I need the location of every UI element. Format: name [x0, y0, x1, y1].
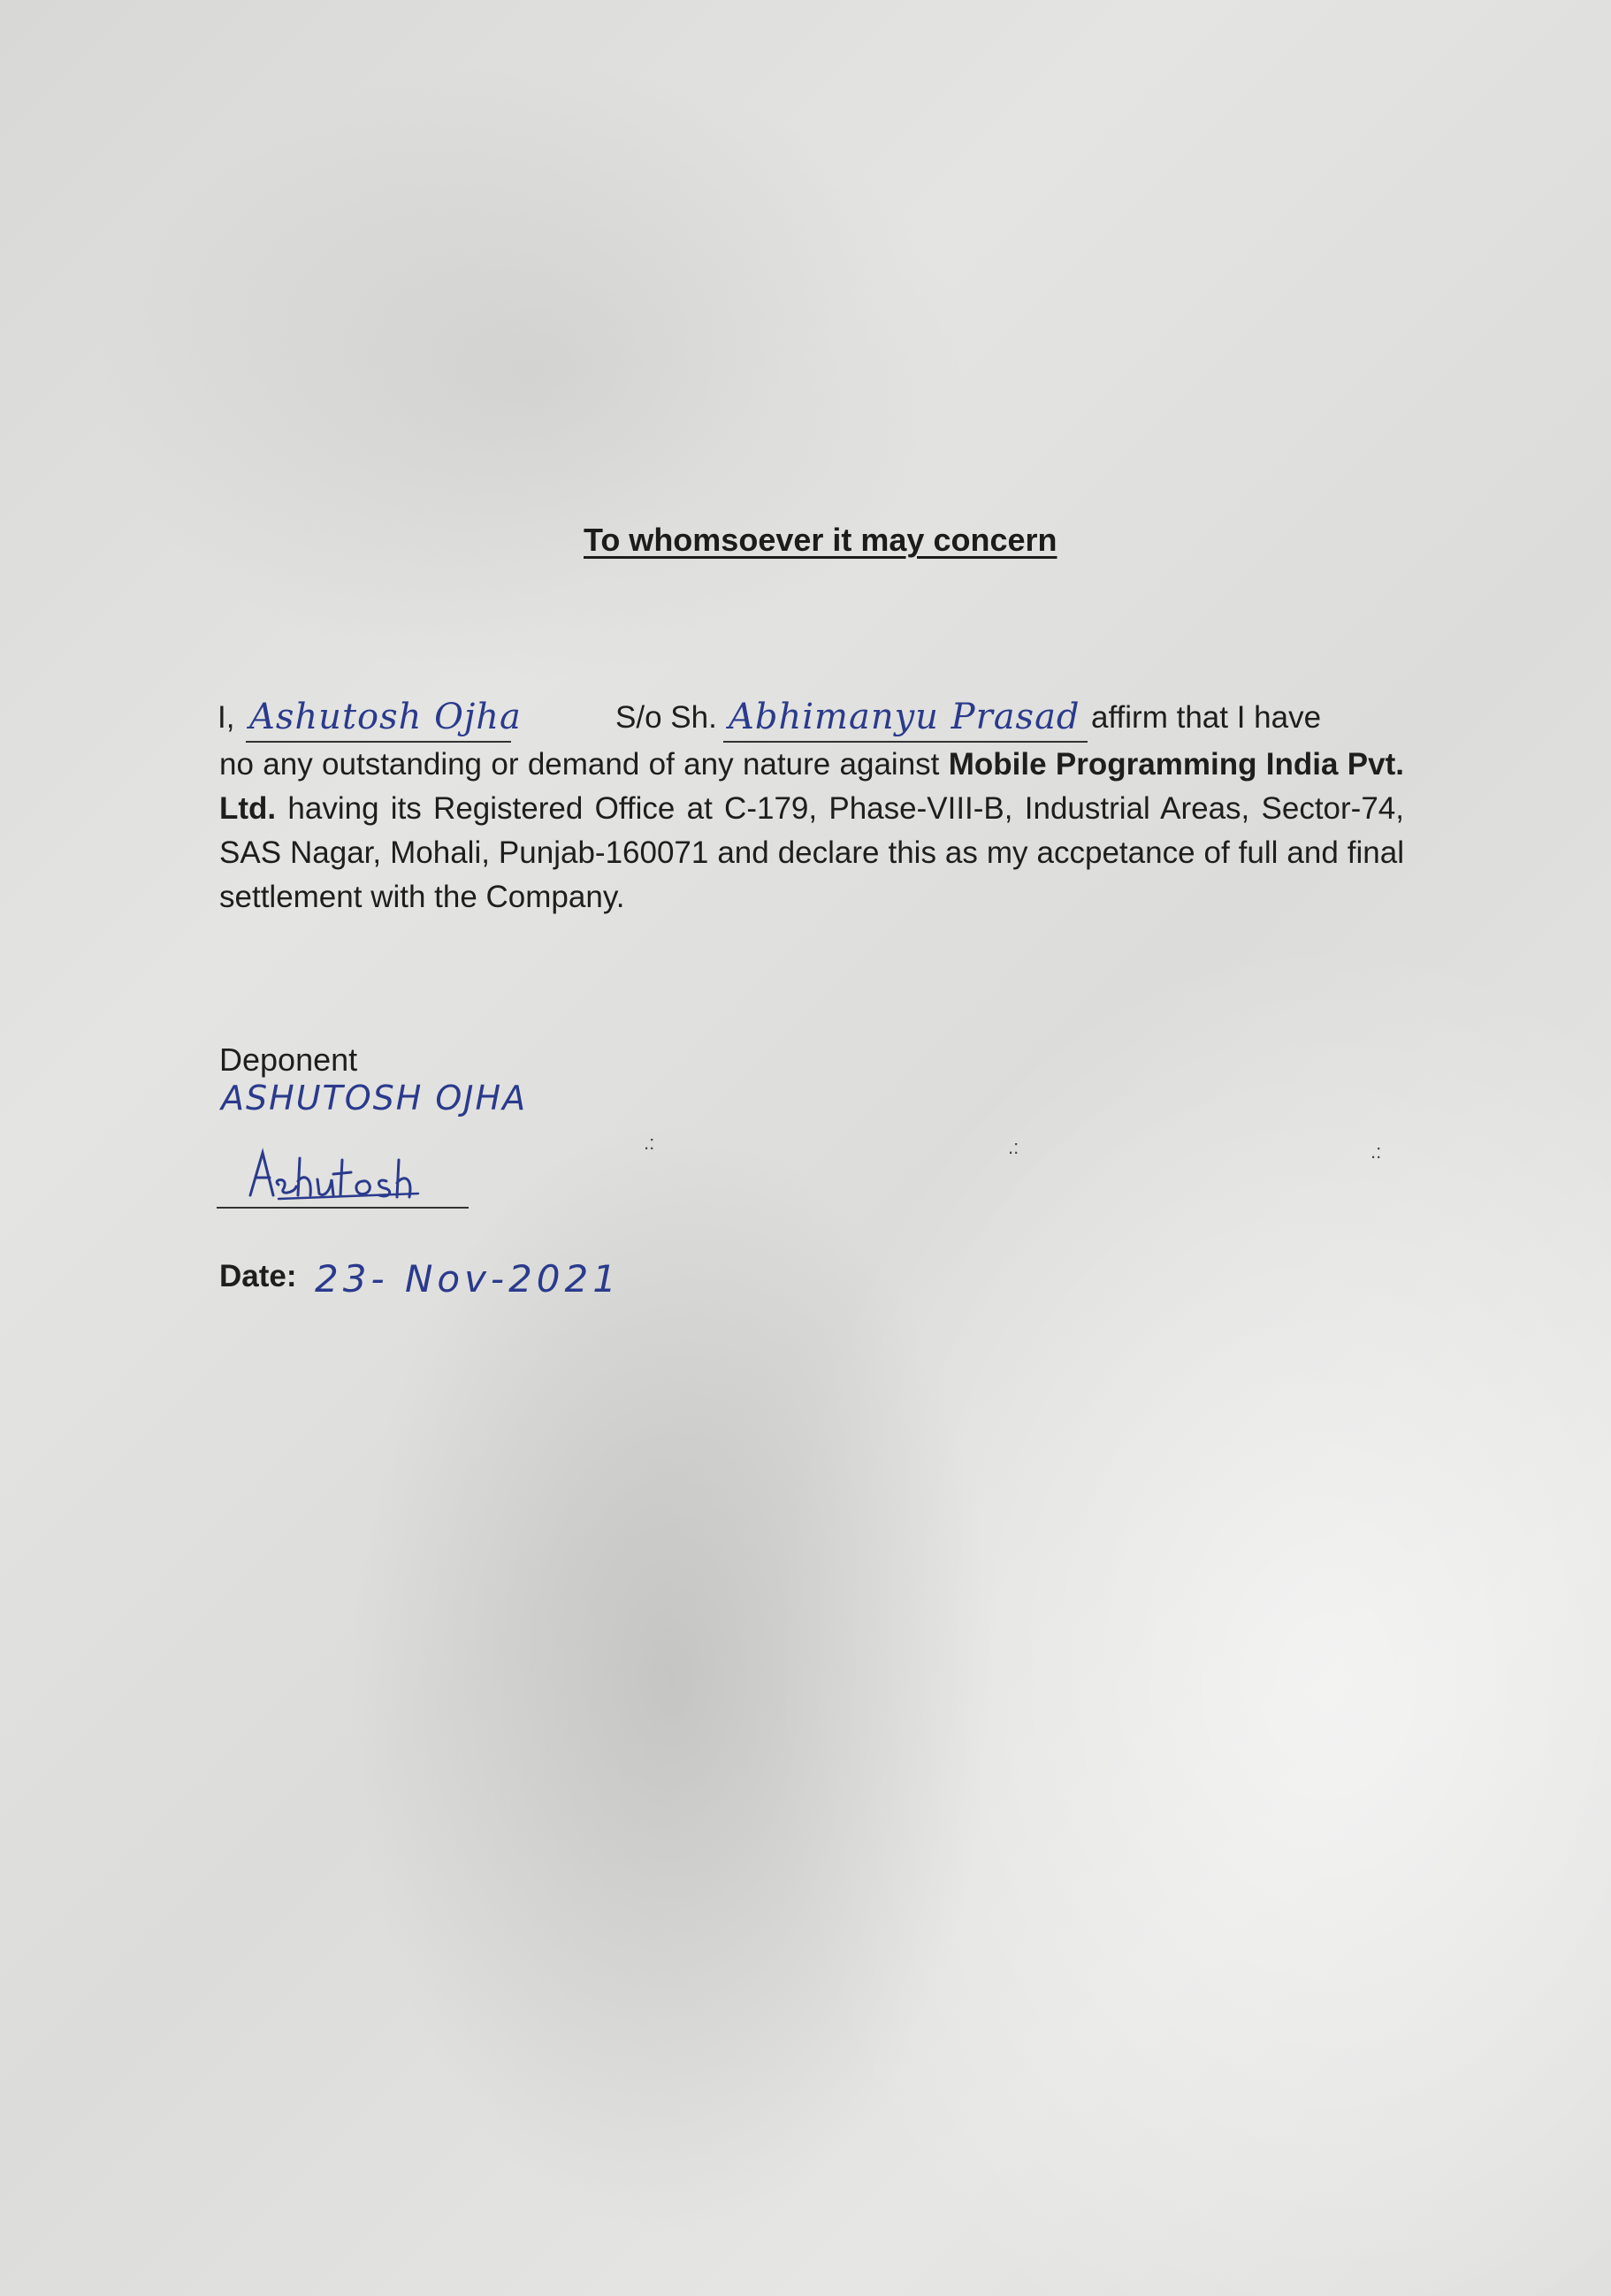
- scan-speck: .:: [1370, 1140, 1382, 1163]
- company-name: Mobile Programming India Pvt. Ltd.: [219, 747, 1404, 826]
- document-title: To whomsoever it may concern: [584, 522, 1057, 558]
- affirm-text: affirm that I have: [1091, 700, 1322, 735]
- intro-prefix: I,: [218, 700, 235, 735]
- scan-speck: .:: [644, 1132, 655, 1154]
- so-label: S/o Sh.: [615, 700, 717, 735]
- date-value-handwritten: 23- Nov-2021: [315, 1257, 621, 1301]
- declaration-body: [219, 743, 1404, 919]
- body-part-1: no any outstanding or demand of any nature against: [219, 747, 949, 782]
- date-label: Date:: [219, 1259, 297, 1293]
- signature-image: [217, 1140, 469, 1211]
- deponent-name-handwritten: ASHUTOSH OJHA: [221, 1079, 528, 1117]
- deponent-label: Deponent: [219, 1041, 358, 1078]
- filled-name: Ashutosh Ojha: [249, 697, 522, 737]
- filled-father-name: Abhimanyu Prasad: [729, 697, 1080, 737]
- scan-speck: .:: [1008, 1136, 1019, 1158]
- signature-line: [217, 1207, 469, 1209]
- body-part-2: having its Registered Office at C-179, Phase-VIII-B, Industrial Areas, Sector-74, SAS Nagar, Mohali, Punjab-160071 and declare this as my accpetance of full and final settlement with the Company.: [219, 791, 1404, 914]
